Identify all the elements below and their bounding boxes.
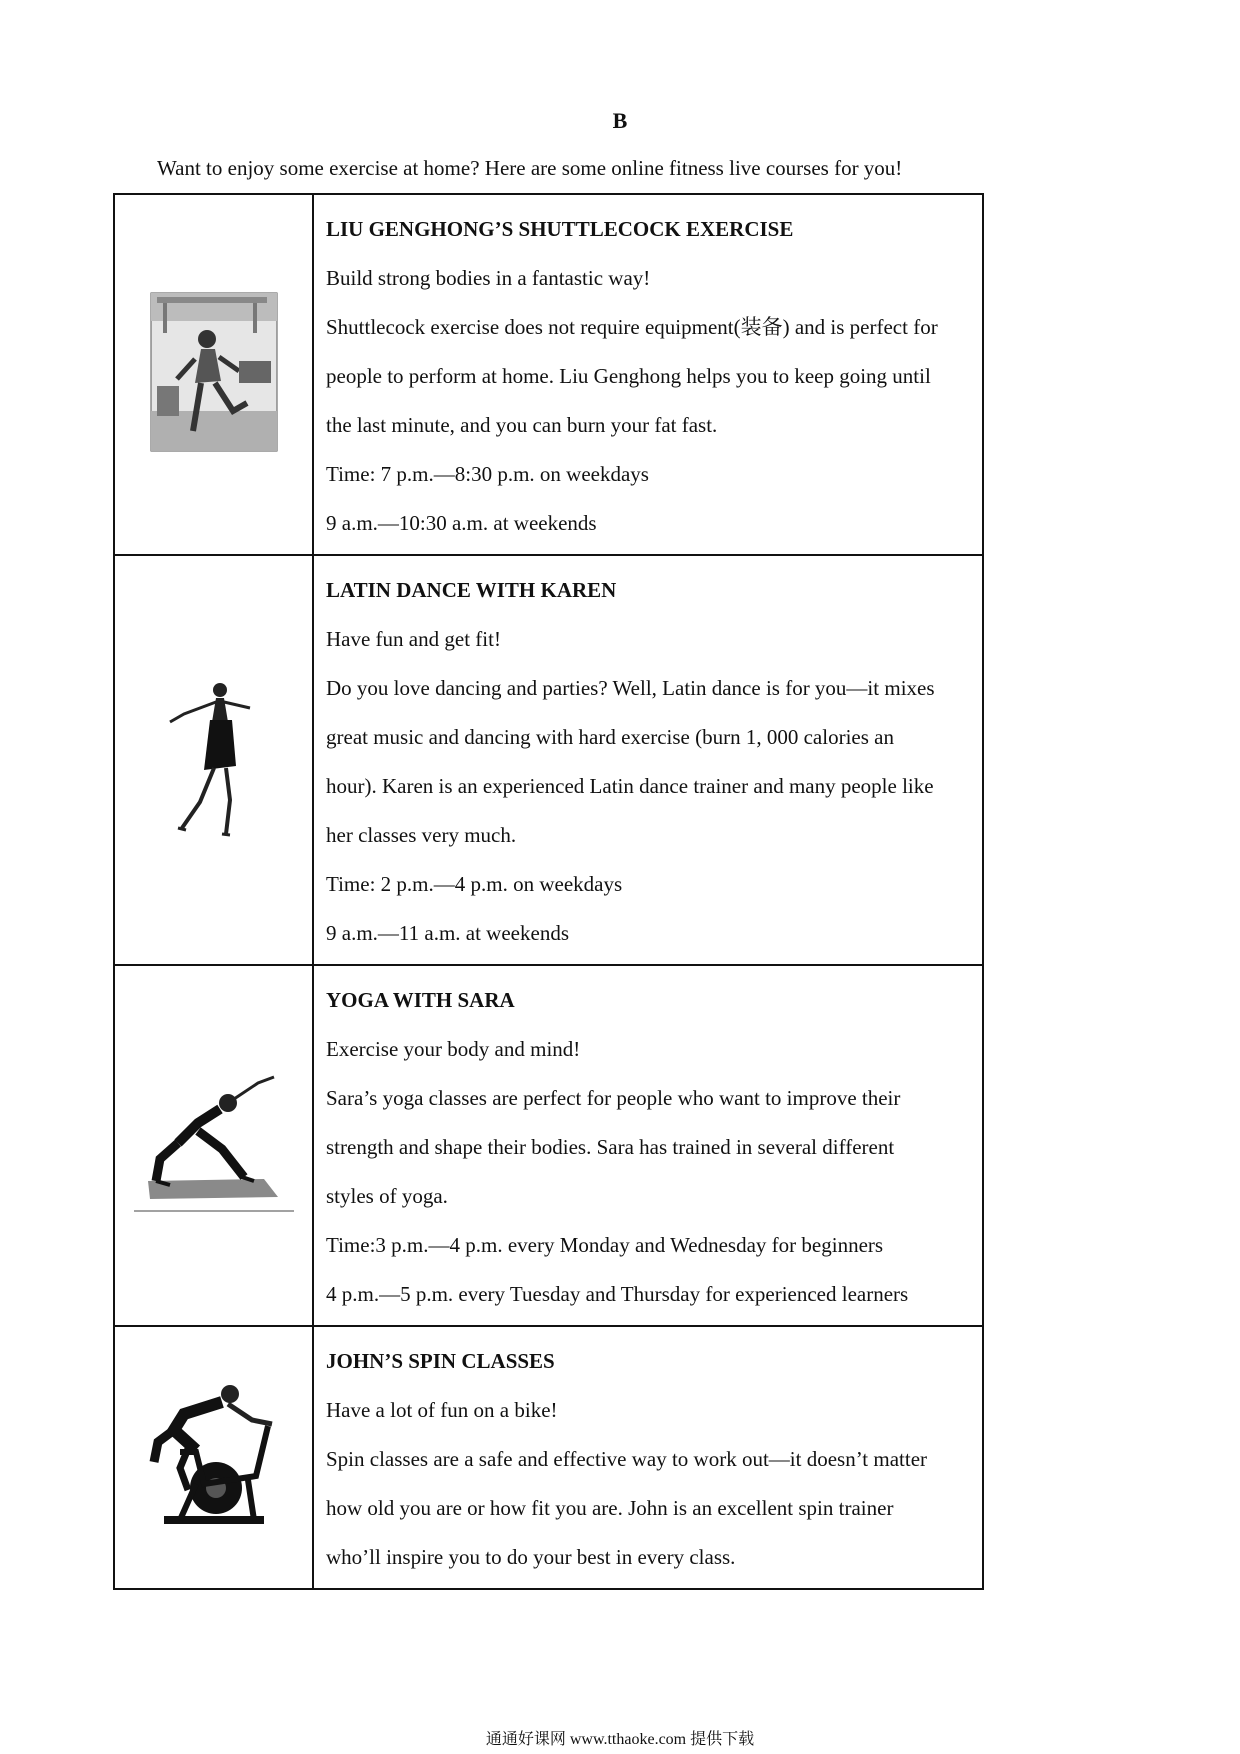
course-line: Sara’s yoga classes are perfect for people who want to improve their — [326, 1086, 901, 1110]
course-title: LATIN DANCE WITH KAREN — [326, 578, 617, 602]
course-row-spin — [114, 1326, 983, 1589]
course-time: Time:3 p.m.—4 p.m. every Monday and Wednesday for beginners — [326, 1233, 884, 1257]
course-title: YOGA WITH SARA — [326, 988, 515, 1012]
course-line: great music and dancing with hard exercise (burn 1, 000 calories an — [326, 725, 894, 749]
course-line: the last minute, and you can burn your fat fast. — [326, 413, 718, 437]
course-row-yoga — [114, 965, 983, 1326]
section-letter: B — [612, 108, 628, 133]
course-image-cell — [114, 1326, 313, 1589]
course-line: Do you love dancing and parties? Well, Latin dance is for you—it mixes — [326, 676, 935, 700]
course-row-latin-dance — [114, 555, 983, 965]
course-row-shuttlecock — [114, 194, 983, 555]
spin-bike-photo-icon — [144, 1380, 284, 1530]
intro-text: Want to enjoy some exercise at home? Here are some online fitness live courses for you! — [157, 156, 903, 180]
footer-text: 通通好课网 www.tthaoke.com 提供下载 — [485, 1731, 755, 1748]
course-line: Shuttlecock exercise does not require equipment(装备) and is perfect for — [326, 315, 938, 339]
course-image-cell — [114, 965, 313, 1326]
course-line: Have a lot of fun on a bike! — [326, 1398, 558, 1422]
courses-table — [113, 193, 984, 1590]
course-line: Exercise your body and mind! — [326, 1037, 581, 1061]
course-line: her classes very much. — [326, 823, 517, 847]
course-line: Have fun and get fit! — [326, 627, 501, 651]
course-time: Time: 7 p.m.—8:30 p.m. on weekdays — [326, 462, 649, 486]
course-line: Build strong bodies in a fantastic way! — [326, 266, 651, 290]
course-line: hour). Karen is an experienced Latin dance trainer and many people like — [326, 774, 934, 798]
course-text-cell — [313, 555, 983, 965]
dancer-photo-icon — [164, 678, 264, 838]
course-line: styles of yoga. — [326, 1184, 448, 1208]
course-time: Time: 2 p.m.—4 p.m. on weekdays — [326, 872, 623, 896]
course-time: 9 a.m.—10:30 a.m. at weekends — [326, 511, 597, 535]
course-line: Spin classes are a safe and effective way to work out—it doesn’t matter — [326, 1447, 928, 1471]
shuttlecock-photo-icon — [149, 291, 279, 453]
yoga-photo-icon — [134, 1073, 294, 1213]
course-image-cell — [114, 555, 313, 965]
course-line: people to perform at home. Liu Genghong helps you to keep going until — [326, 364, 931, 388]
course-title: LIU GENGHONG’S SHUTTLECOCK EXERCISE — [326, 217, 794, 241]
course-text-cell — [313, 1326, 983, 1589]
course-image-cell — [114, 194, 313, 555]
course-time: 9 a.m.—11 a.m. at weekends — [326, 921, 569, 945]
course-title: JOHN’S SPIN CLASSES — [326, 1349, 555, 1373]
course-text-cell — [313, 194, 983, 555]
course-time: 4 p.m.—5 p.m. every Tuesday and Thursday for experienced learners — [326, 1282, 909, 1306]
course-line: strength and shape their bodies. Sara has trained in several different — [326, 1135, 895, 1159]
course-text-cell — [313, 965, 983, 1326]
course-line: how old you are or how fit you are. John is an excellent spin trainer — [326, 1496, 894, 1520]
course-line: who’ll inspire you to do your best in every class. — [326, 1545, 736, 1569]
